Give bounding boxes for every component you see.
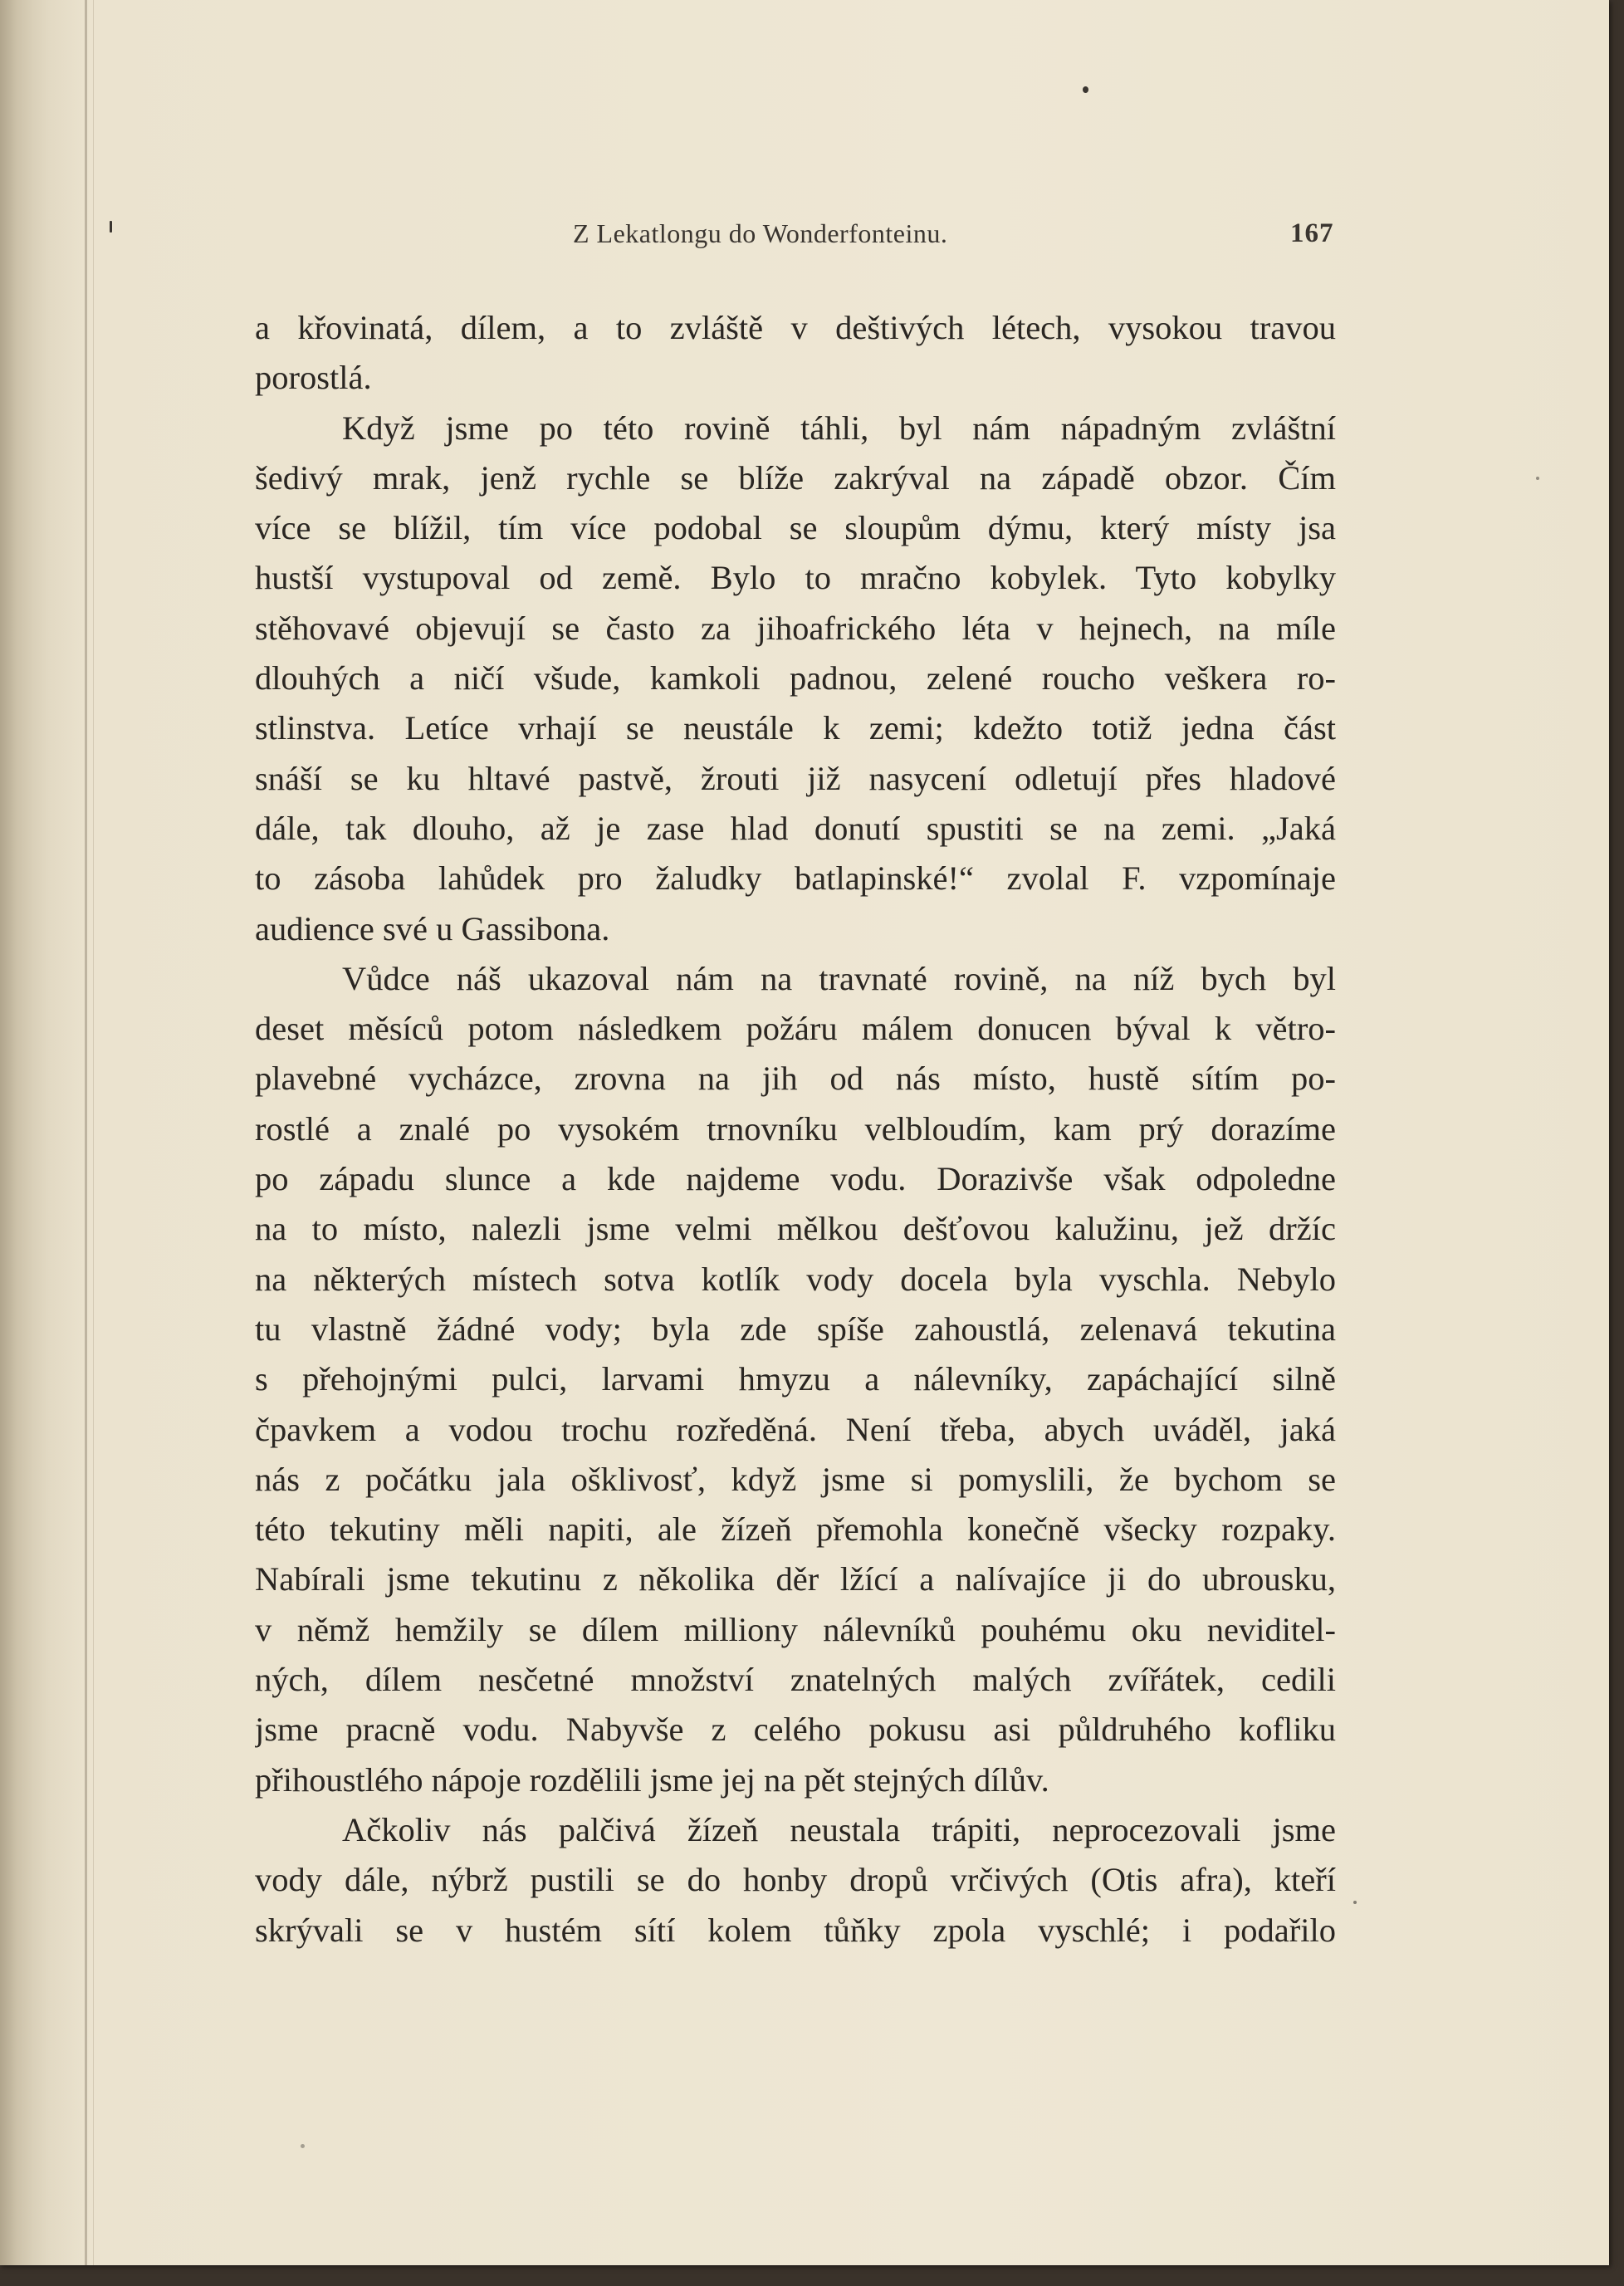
- text-line: s přehojnými pulci, larvami hmyzu a nálevníky, zapáchající silně: [255, 1360, 1336, 1398]
- body-text: [255, 303, 1336, 1956]
- text-line: Když jsme po této rovině táhli, byl nám nápadným zvláštní: [342, 409, 1336, 447]
- text-line: dlouhých a ničí všude, kamkoli padnou, zelené roucho veškera ro-: [255, 659, 1336, 698]
- text-line: rostlé a znalé po vysokém trnovníku velbloudím, kam prý dorazíme: [255, 1109, 1336, 1148]
- text-line: na to místo, nalezli jsme velmi mělkou dešťovou kalužinu, jež držíc: [255, 1210, 1336, 1248]
- text-line: na některých místech sotva kotlík vody docela byla vyschla. Nebylo: [255, 1260, 1336, 1298]
- ink-speck: [1353, 1901, 1357, 1904]
- text-line: ných, dílem nesčetné množství znatelných malých zvířátek, cedili: [255, 1661, 1336, 1699]
- text-line: čpavkem a vodou trochu rozředěná. Není třeba, abych uváděl, jaká: [255, 1410, 1336, 1448]
- text-line: přihoustlého nápoje rozdělili jsme jej na pět stejných dílův.: [255, 1760, 1049, 1799]
- spine-fold-line-inner: [93, 0, 94, 2265]
- text-line: audience své u Gassibona.: [255, 909, 610, 947]
- text-line: plavebné vycházce, zrovna na jih od nás místo, hustě sítím po-: [255, 1060, 1336, 1098]
- text-line: více se blížil, tím více podobal se sloupům dýmu, který místy jsa: [255, 509, 1336, 547]
- text-line: hustší vystupoval od země. Bylo to mračno kobylek. Tyto kobylky: [255, 559, 1336, 597]
- text-line: to zásoba lahůdek pro žaludky batlapinské!“ zvolal F. vzpomínaje: [255, 859, 1336, 898]
- text-line: snáší se ku hltavé pastvě, žrouti již nasycení odletují přes hladové: [255, 759, 1336, 797]
- running-header: Z Lekatlongu do Wonderfonteinu.: [573, 218, 948, 248]
- ink-speck: [1536, 477, 1539, 480]
- text-line: a křovinatá, dílem, a to zvláště v deštivých létech, vysokou travou: [255, 309, 1336, 346]
- text-line: jsme pracně vodu. Nabyvše z celého pokusu asi půldruhého kofliku: [255, 1711, 1336, 1749]
- text-line: Vůdce náš ukazoval nám na travnaté rovině, na níž bych byl: [342, 959, 1336, 997]
- text-line: této tekutiny měli napiti, ale žízeň přemohla konečně všecky rozpaky.: [255, 1510, 1336, 1549]
- text-line: po západu slunce a kde najdeme vodu. Dorazivše však odpoledne: [255, 1160, 1336, 1198]
- text-line: stěhovavé objevují se často za jihoafrického léta v hejnech, na míle: [255, 609, 1336, 647]
- text-line: tu vlastně žádné vody; byla zde spíše zahoustlá, zelenavá tekutina: [255, 1309, 1336, 1348]
- ink-speck: [110, 221, 112, 233]
- text-line: v němž hemžily se dílem milliony nálevníků pouhému oku neviditel-: [255, 1610, 1336, 1648]
- text-line: skrývali se v hustém sítí kolem tůňky zpola vyschlé; i podařilo: [255, 1911, 1336, 1949]
- text-line: stlinstva. Letíce vrhají se neustále k zemi; kdežto totiž jedna část: [255, 709, 1336, 747]
- text-line: šedivý mrak, jenž rychle se blíže zakrýval na západě obzor. Čím: [255, 458, 1336, 497]
- book-spine-shadow: [0, 0, 83, 2265]
- ink-speck: [301, 2144, 305, 2148]
- text-line: porostlá.: [255, 359, 372, 397]
- page-number: 167: [1290, 218, 1334, 248]
- text-line: Nabírali jsme tekutinu z několika děr lžící a nalívajíce ji do ubrousku,: [255, 1560, 1336, 1598]
- text-line: dále, tak dlouho, až je zase hlad donutí spustiti se na zemi. „Jaká: [255, 809, 1336, 847]
- text-line: vody dále, nýbrž pustili se do honby dropů vrčivých (Otis afra), kteří: [255, 1861, 1336, 1899]
- ink-speck: [1083, 86, 1088, 93]
- spine-fold-line: [85, 0, 87, 2265]
- text-line: deset měsíců potom následkem požáru málem donucen býval k větro-: [255, 1010, 1336, 1048]
- text-line: nás z počátku jala ošklivosť, když jsme si pomyslili, že bychom se: [255, 1460, 1336, 1498]
- text-line: Ačkoliv nás palčivá žízeň neustala trápiti, neprocezovali jsme: [342, 1810, 1336, 1848]
